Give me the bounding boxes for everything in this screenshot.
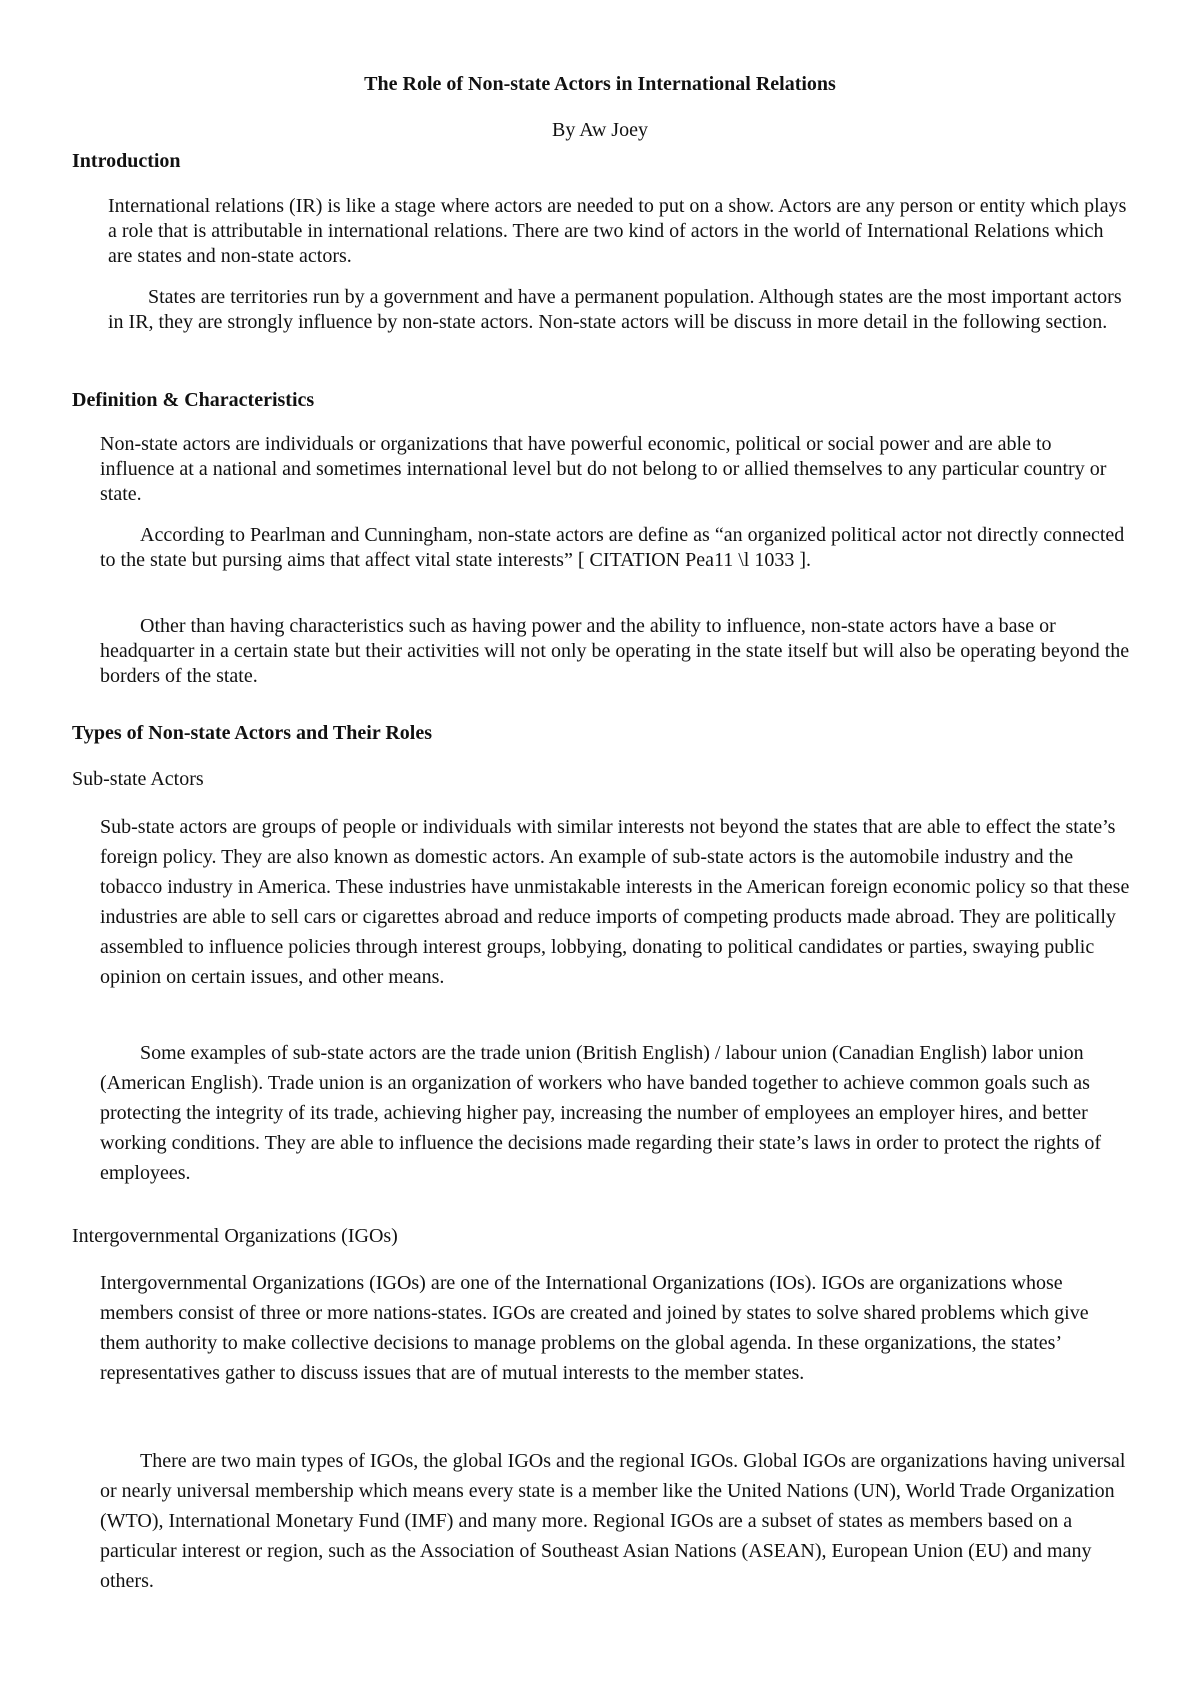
heading-types: Types of Non-state Actors and Their Roles — [72, 722, 432, 744]
paragraph-definition-2: According to Pearlman and Cunningham, non-state actors are define as “an organized political actor not directly connected to the state but pursing aims that affect vital state interests” [ CITATION Pea11 \l 1033 ]. — [100, 524, 1125, 571]
heading-introduction: Introduction — [72, 150, 181, 172]
document-author: By Aw Joey — [552, 119, 648, 141]
paragraph-sub-state-2: Some examples of sub-state actors are the trade union (British English) / labour union (Canadian English) labor union (American English). Trade union is an organization of workers who have banded together to achieve common goals such as protecting the integrity of its trade, achieving higher pay, increasing the number of employees an employer hires, and better working conditions. They are able to influence the decisions made regarding their state’s laws in order to protect the rights of employees. — [100, 1042, 1102, 1184]
subheading-igos: Intergovernmental Organizations (IGOs) — [72, 1225, 398, 1247]
paragraph-igos-1: Intergovernmental Organizations (IGOs) are one of the International Organizations (IOs). IGOs are organizations whose members consist of three or more nations-states. IGOs are created and joined by states to solve shared problems which give them authority to make collective decisions to manage problems on the global agenda. In these organizations, the states’ representatives gather to discuss issues that are of mutual interests to the member states. — [100, 1272, 1089, 1384]
paragraph-introduction-2: States are territories run by a government and have a permanent population. Although states are the most important actors in IR, they are strongly influence by non-state actors. Non-state actors will be discuss in more detail in the following section. — [108, 286, 1122, 333]
subheading-sub-state-actors: Sub-state Actors — [72, 768, 204, 790]
paragraph-definition-3: Other than having characteristics such as having power and the ability to influence, non-state actors have a base or headquarter in a certain state but their activities will not only be operating in the state itself but will also be operating beyond the borders of the state. — [100, 615, 1130, 687]
paragraph-definition-1: Non-state actors are individuals or organizations that have powerful economic, political or social power and are able to influence at a national and sometimes international level but do not belong to or allied themselves to any particular country or state. — [100, 433, 1107, 505]
paragraph-introduction-1: International relations (IR) is like a stage where actors are needed to put on a show. Actors are any person or entity which plays a role that is attributable in international relations. There are two kind of actors in the world of International Relations which are states and non-state actors. — [108, 195, 1127, 267]
paragraph-igos-2: There are two main types of IGOs, the global IGOs and the regional IGOs. Global IGOs are organizations having universal or nearly universal membership which means every state is a member like the United Nations (UN), World Trade Organization (WTO), International Monetary Fund (IMF) and many more. Regional IGOs are a subset of states as members based on a particular interest or region, such as the Association of Southeast Asian Nations (ASEAN), European Union (EU) and many others. — [100, 1450, 1126, 1592]
paragraph-sub-state-1: Sub-state actors are groups of people or individuals with similar interests not beyond the states that are able to effect the state’s foreign policy. They are also known as domestic actors. An example of sub-state actors is the automobile industry and the tobacco industry in America. These industries have unmistakable interests in the American foreign economic policy so that these industries are able to sell cars or cigarettes abroad and reduce imports of competing products made abroad. They are politically assembled to influence policies through interest groups, lobbying, donating to political candidates or parties, swaying public opinion on certain issues, and other means. — [100, 816, 1130, 988]
heading-definition: Definition & Characteristics — [72, 389, 315, 411]
document-title: The Role of Non-state Actors in International Relations — [364, 73, 836, 95]
